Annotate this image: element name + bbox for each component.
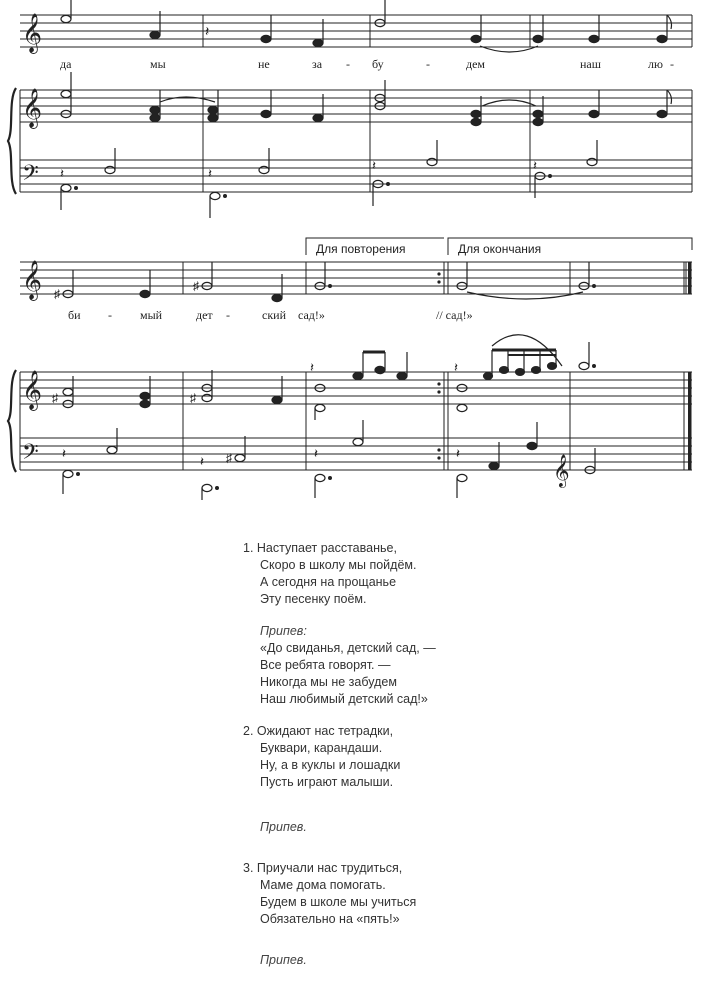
svg-text:𝄽: 𝄽	[205, 25, 210, 40]
verse-line: Маме дома помогать.	[260, 878, 386, 892]
svg-text:♯: ♯	[54, 287, 60, 301]
svg-text:𝄽: 𝄽	[314, 446, 318, 461]
lyric-syllable: за	[312, 57, 323, 71]
lyric-syllable: -	[670, 57, 674, 71]
verse-line: Наш любимый детский сад!»	[260, 692, 428, 706]
lyric-syllable: не	[258, 57, 270, 71]
staff-melody-2	[20, 262, 692, 294]
treble-clef-icon: 𝄞	[22, 88, 43, 128]
volta-ending-label: Для окончания	[458, 242, 542, 256]
lyric-syllable: лю	[648, 57, 663, 71]
lyric-syllable: // сад!»	[436, 308, 473, 322]
svg-text:𝄽: 𝄽	[372, 158, 376, 173]
svg-text:♯: ♯	[52, 391, 58, 405]
svg-text:𝄽: 𝄽	[533, 158, 537, 173]
verse-1	[243, 540, 543, 608]
treble-clef-icon: 𝄞	[553, 454, 570, 487]
chorus-1	[243, 623, 543, 708]
chorus-label: Припев.	[260, 820, 307, 834]
lyric-syllable: би	[68, 308, 81, 322]
verse-line: Буквари, карандаши.	[260, 741, 383, 755]
verse-line: «До свиданья, детский сад, —	[260, 641, 436, 655]
verse-line: 2. Ожидают нас тетрадки,	[243, 724, 394, 738]
chorus-label: Припев.	[260, 953, 307, 967]
lyric-syllable: ский	[262, 308, 286, 322]
treble-clef-icon: 𝄞	[22, 260, 43, 300]
svg-text:𝄽: 𝄽	[310, 360, 314, 375]
lyric-syllable: сад!»	[298, 308, 325, 322]
lyric-syllable: -	[108, 308, 112, 322]
staff-piano-bass-2	[20, 438, 692, 470]
verse-line: Будем в школе мы учиться	[260, 895, 417, 909]
chorus-3	[243, 952, 543, 969]
lyric-syllable: наш	[580, 57, 601, 71]
verse-line: Скоро в школу мы пойдём.	[260, 558, 417, 572]
lyric-syllable: бу	[372, 57, 384, 71]
lyric-syllable: мы	[150, 57, 166, 71]
svg-text:♯: ♯	[190, 391, 196, 405]
treble-clef-icon: 𝄞	[22, 13, 43, 53]
verses-text	[243, 540, 543, 984]
verse-2	[243, 723, 543, 791]
chorus-2	[243, 819, 543, 836]
lyric-syllable: дет	[196, 308, 213, 322]
verse-line: 1. Наступает расставанье,	[243, 541, 397, 555]
chorus-label: Припев:	[260, 624, 307, 638]
svg-text:𝄽: 𝄽	[200, 454, 204, 469]
lyric-syllable: -	[226, 308, 230, 322]
verse-line: Все ребята говорят. —	[260, 658, 391, 672]
lyric-syllable: дем	[466, 57, 486, 71]
lyric-syllable: мый	[140, 308, 163, 322]
bass-clef-icon: 𝄢	[22, 161, 39, 191]
verse-line: Пусть играют малыши.	[260, 775, 394, 789]
verse-line: Никогда мы не забудем	[260, 675, 397, 689]
svg-text:♯: ♯	[226, 451, 232, 465]
verse-line: Ну, а в куклы и лошадки	[260, 758, 401, 772]
staff-piano-bass-1	[20, 160, 692, 192]
treble-clef-icon: 𝄞	[22, 370, 43, 410]
verse-line: Обязательно на «пять!»	[260, 912, 400, 926]
verse-line: А сегодня на прощанье	[260, 575, 397, 589]
svg-text:𝄽: 𝄽	[62, 446, 66, 461]
svg-text:♯: ♯	[193, 279, 199, 293]
svg-text:𝄽: 𝄽	[60, 166, 64, 181]
svg-text:𝄽: 𝄽	[456, 446, 460, 461]
volta-repeat-label: Для повторения	[316, 242, 406, 256]
lyric-syllable: -	[426, 57, 430, 71]
verse-line: 3. Приучали нас трудиться,	[243, 861, 403, 875]
svg-text:𝄽: 𝄽	[454, 360, 458, 375]
svg-text:𝄽: 𝄽	[208, 166, 212, 181]
lyric-syllable: да	[60, 57, 72, 71]
verse-3	[243, 860, 543, 928]
bass-clef-icon: 𝄢	[22, 440, 39, 470]
lyric-syllable: -	[346, 57, 350, 71]
verse-line: Эту песенку поём.	[260, 592, 367, 606]
